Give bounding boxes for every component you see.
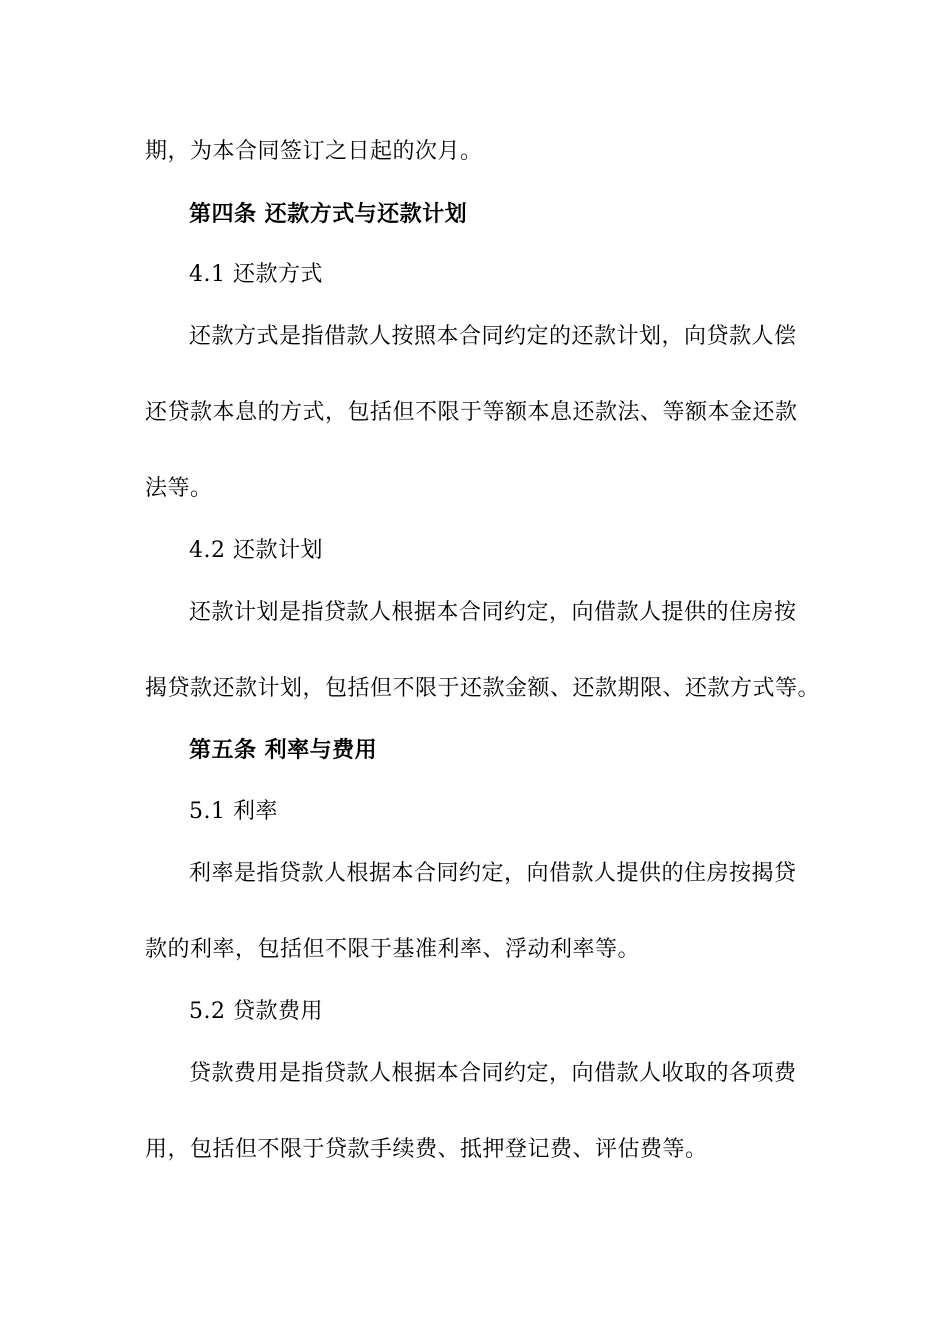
paragraph-5-1-line-1: 利率是指贷款人根据本合同约定，向借款人提供的住房按揭贷 [189,861,797,886]
paragraph-4-2-line-1: 还款计划是指贷款人根据本合同约定，向借款人提供的住房按 [189,600,797,625]
article-5-heading: 第五条 利率与费用 [189,737,378,763]
paragraph-4-1-line-2: 还贷款本息的方式，包括但不限于等额本息还款法、等额本金还款 [145,400,798,425]
paragraph-continuation: 期，为本合同签订之日起的次月。 [145,139,483,164]
paragraph-4-1-line-3: 法等。 [145,476,213,501]
paragraph-4-1-line-1: 还款方式是指借款人按照本合同约定的还款计划，向贷款人偿 [189,324,797,349]
paragraph-4-2-line-2: 揭贷款还款计划，包括但不限于还款金额、还款期限、还款方式等。 [145,676,821,701]
paragraph-5-2-line-1: 贷款费用是指贷款人根据本合同约定，向借款人收取的各项费 [189,1061,797,1086]
section-5-1-heading: 5.1 利率 [189,799,278,824]
article-4-heading: 第四条 还款方式与还款计划 [189,201,468,227]
paragraph-5-1-line-2: 款的利率，包括但不限于基准利率、浮动利率等。 [145,937,641,962]
section-4-2-heading: 4.2 还款计划 [189,538,323,563]
paragraph-5-2-line-2: 用，包括但不限于贷款手续费、抵押登记费、评估费等。 [145,1137,708,1162]
section-4-1-heading: 4.1 还款方式 [189,262,323,287]
section-5-2-heading: 5.2 贷款费用 [189,999,323,1024]
